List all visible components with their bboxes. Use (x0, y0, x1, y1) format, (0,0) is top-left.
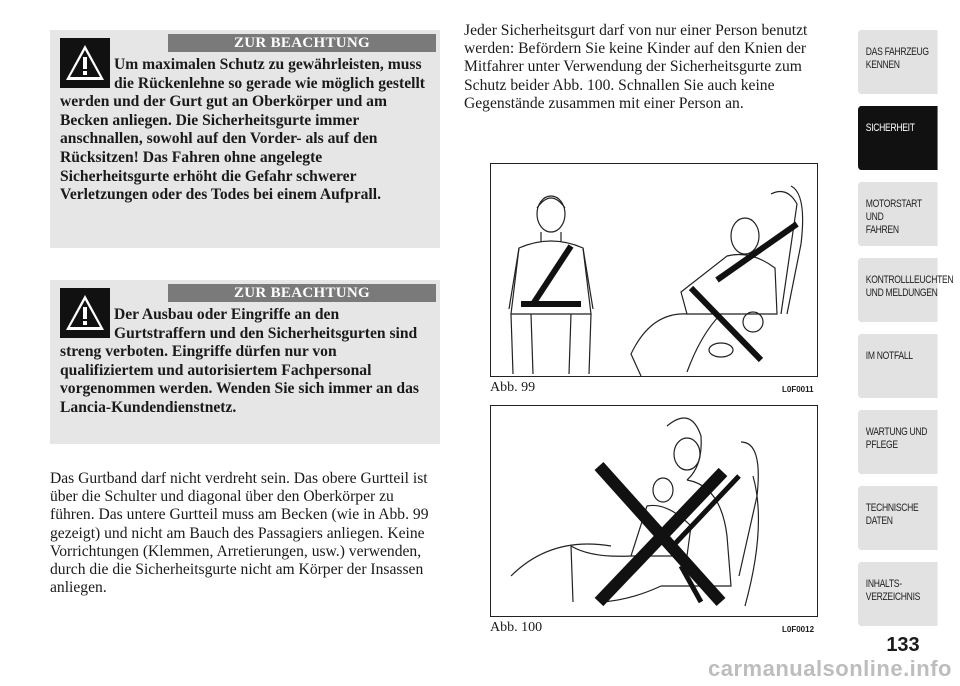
figure-code: L0F0011 (782, 385, 814, 394)
warning-box-1 (50, 30, 440, 248)
tab-inhaltsverzeichnis[interactable]: INHALTS- VERZEICHNIS (858, 562, 938, 626)
figure-code: L0F0012 (782, 625, 815, 634)
warning-heading: ZUR BEACHTUNG (168, 34, 436, 52)
warning-box-2 (50, 280, 440, 444)
body-paragraph-right: Jeder Sicherheitsgurt darf von nur einer Person benutzt werden: Befördern Sie keine Kinder auf den Knien der Mitfahrer unter Verwendung der Sicherheitsgurte zum Schutz beider Abb. 100. Schnallen Sie auch keine Gegenstände zusammen mit einer Person an. (464, 22, 808, 112)
figure-100 (490, 405, 818, 617)
tab-technische-daten[interactable]: TECHNISCHE DATEN (858, 486, 938, 550)
warning-text: Der Ausbau oder Eingriffe an den Gurtstraffern und den Sicherheitsgurten sind streng verboten. Eingriffe dürfen nur von qualifiziertem und autorisiertem Fachpersonal vorgenommen werden. Wenden Sie sich immer an das Lancia-Kundendienstnetz. (60, 306, 419, 416)
tab-sicherheit[interactable]: SICHERHEIT (858, 106, 938, 170)
figure-caption: Abb. 100 (490, 620, 543, 635)
body-paragraph-left: Das Gurtband darf nicht verdreht sein. Das obere Gurtteil ist über die Schulter und diagonal über den Oberkörper zu führen. Das untere Gurtteil muss am Becken (wie in Abb. 99 gezeigt) und nicht am Bauch des Passagiers anliegen. Keine Vorrichtungen (Klemmen, Arretierungen, usw.) verwenden, durch die die Sicherheitsgurte nicht am Körper der Insassen anliegen. (50, 470, 429, 597)
tab-das-fahrzeug-kennen[interactable]: DAS FAHRZEUG KENNEN (858, 30, 938, 94)
tab-motorstart-und-fahren[interactable]: MOTORSTART UND FAHREN (858, 182, 938, 246)
page-number: 133 (886, 634, 920, 656)
tab-kontrollleuchten[interactable]: KONTROLLLEUCHTEN UND MELDUNGEN (858, 258, 938, 322)
warning-heading: ZUR BEACHTUNG (168, 284, 436, 302)
tab-wartung-und-pflege[interactable]: WARTUNG UND PFLEGE (858, 410, 938, 474)
watermark: carmanualsonline.info (708, 656, 952, 681)
cross-mark-icon (599, 466, 723, 602)
seatbelt-correct-illustration (491, 164, 817, 376)
seatbelt-incorrect-illustration (491, 406, 817, 616)
figure-99 (490, 163, 818, 377)
tab-im-notfall[interactable]: IM NOTFALL (858, 334, 938, 398)
figure-caption: Abb. 99 (490, 380, 536, 395)
warning-text: Um maximalen Schutz zu gewährleisten, muss die Rückenlehne so gerade wie möglich gestellt werden und der Gurt gut an Oberkörper und am Becken anliegen. Die Sicherheitsgurte immer anschnallen, sowohl auf den Vorder- als auf den Rücksitzen! Das Fahren ohne angelegte Sicherheitsgurte erhöht die Gefahr schwerer Verletzungen oder des Todes bei einem Aufprall. (60, 56, 425, 204)
